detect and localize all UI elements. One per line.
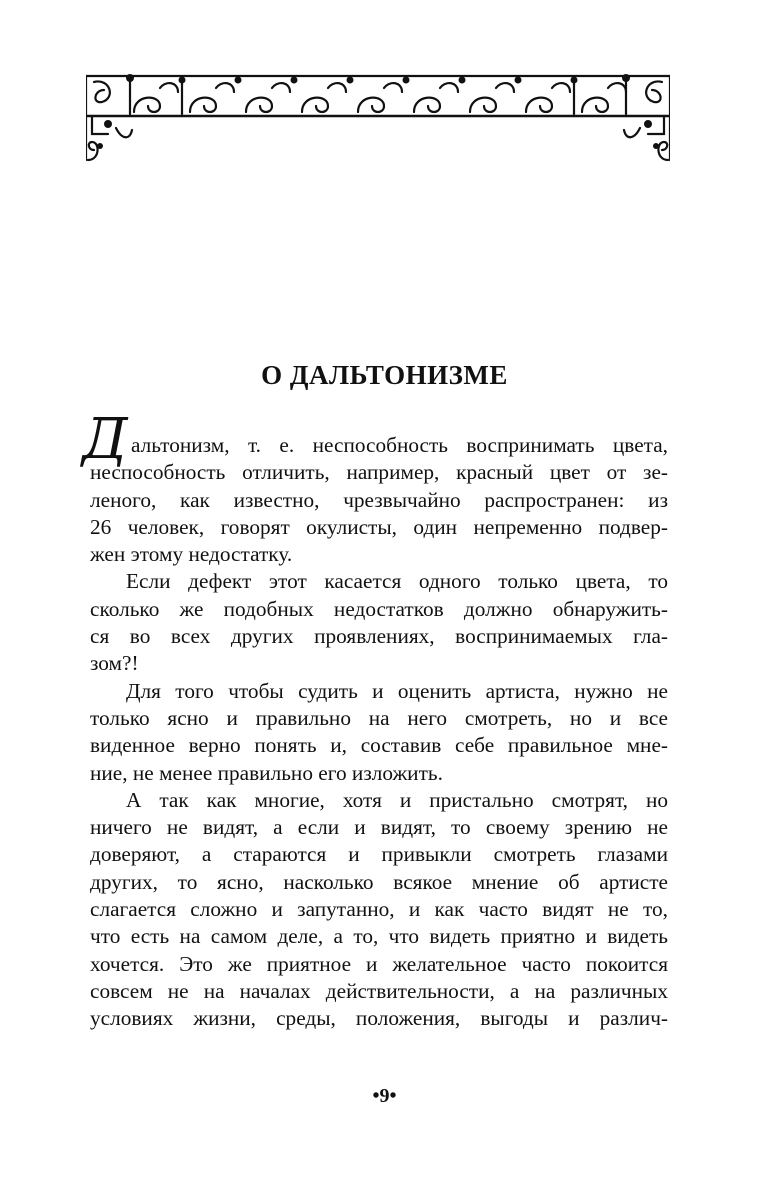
text-line: только ясно и правильно на него смотреть, но и все — [90, 705, 668, 730]
text-line — [82, 407, 668, 472]
text-line: Если дефект этот касается одного только цвета, то — [126, 569, 668, 594]
text-line: других, то ясно, насколько всякое мнение об артисте — [90, 869, 668, 894]
text-line: сколько же подобных недостатков должно обнаружить- — [90, 596, 668, 621]
text-line: хочется. Это же приятное и желательное часто покоится — [90, 951, 668, 976]
text-line: А так как многие, хотя и пристально смотрят, но — [126, 787, 668, 812]
text-line: леного, как известно, чрезвычайно распространен: из — [90, 487, 668, 512]
text-line: слагается сложно и запутанно, и как часто видят не то, — [90, 897, 668, 922]
text-line: ничего не видят, а если и видят, то своему зрению не — [90, 815, 668, 840]
body-text — [82, 407, 668, 1033]
text-line: условиях жизни, среды, положения, выгоды и различ- — [90, 1006, 668, 1031]
paragraph — [90, 568, 668, 677]
text-line: 26 человек, говорят окулисты, один непременно подвер- — [90, 514, 668, 539]
text-line: Для того чтобы судить и оценить артиста, нужно не — [126, 678, 668, 703]
decorative-header-ornament — [86, 68, 670, 164]
text-line: что есть на самом деле, а то, что видеть приятно и видеть — [90, 924, 668, 949]
text-line: жен этому недостатку. — [90, 542, 293, 567]
chapter-title: О ДАЛЬТОНИЗМЕ — [261, 360, 508, 390]
text-line: совсем не на началах действительности, а на различных — [90, 978, 668, 1003]
paragraph — [82, 407, 668, 568]
text-line: ние, не менее правильно его изложить. — [90, 760, 443, 785]
paragraph — [90, 787, 668, 1033]
page-number: •9• — [372, 1085, 397, 1107]
drop-cap: Д — [82, 407, 128, 472]
paragraph — [90, 678, 668, 787]
text-line: доверяют, а стараются и привыкли смотреть глазами — [90, 842, 668, 867]
text-line: ся во всех других проявлениях, воспринимаемых гла- — [90, 624, 668, 649]
text-line-content: альтонизм, т. е. неспособность воспринимать цвета, — [131, 433, 668, 457]
text-line: виденное верно понять и, составив себе правильное мне- — [90, 733, 668, 758]
text-line: зом?! — [90, 651, 139, 676]
text-line: неспособность отличить, например, красный цвет от зе- — [90, 460, 668, 485]
